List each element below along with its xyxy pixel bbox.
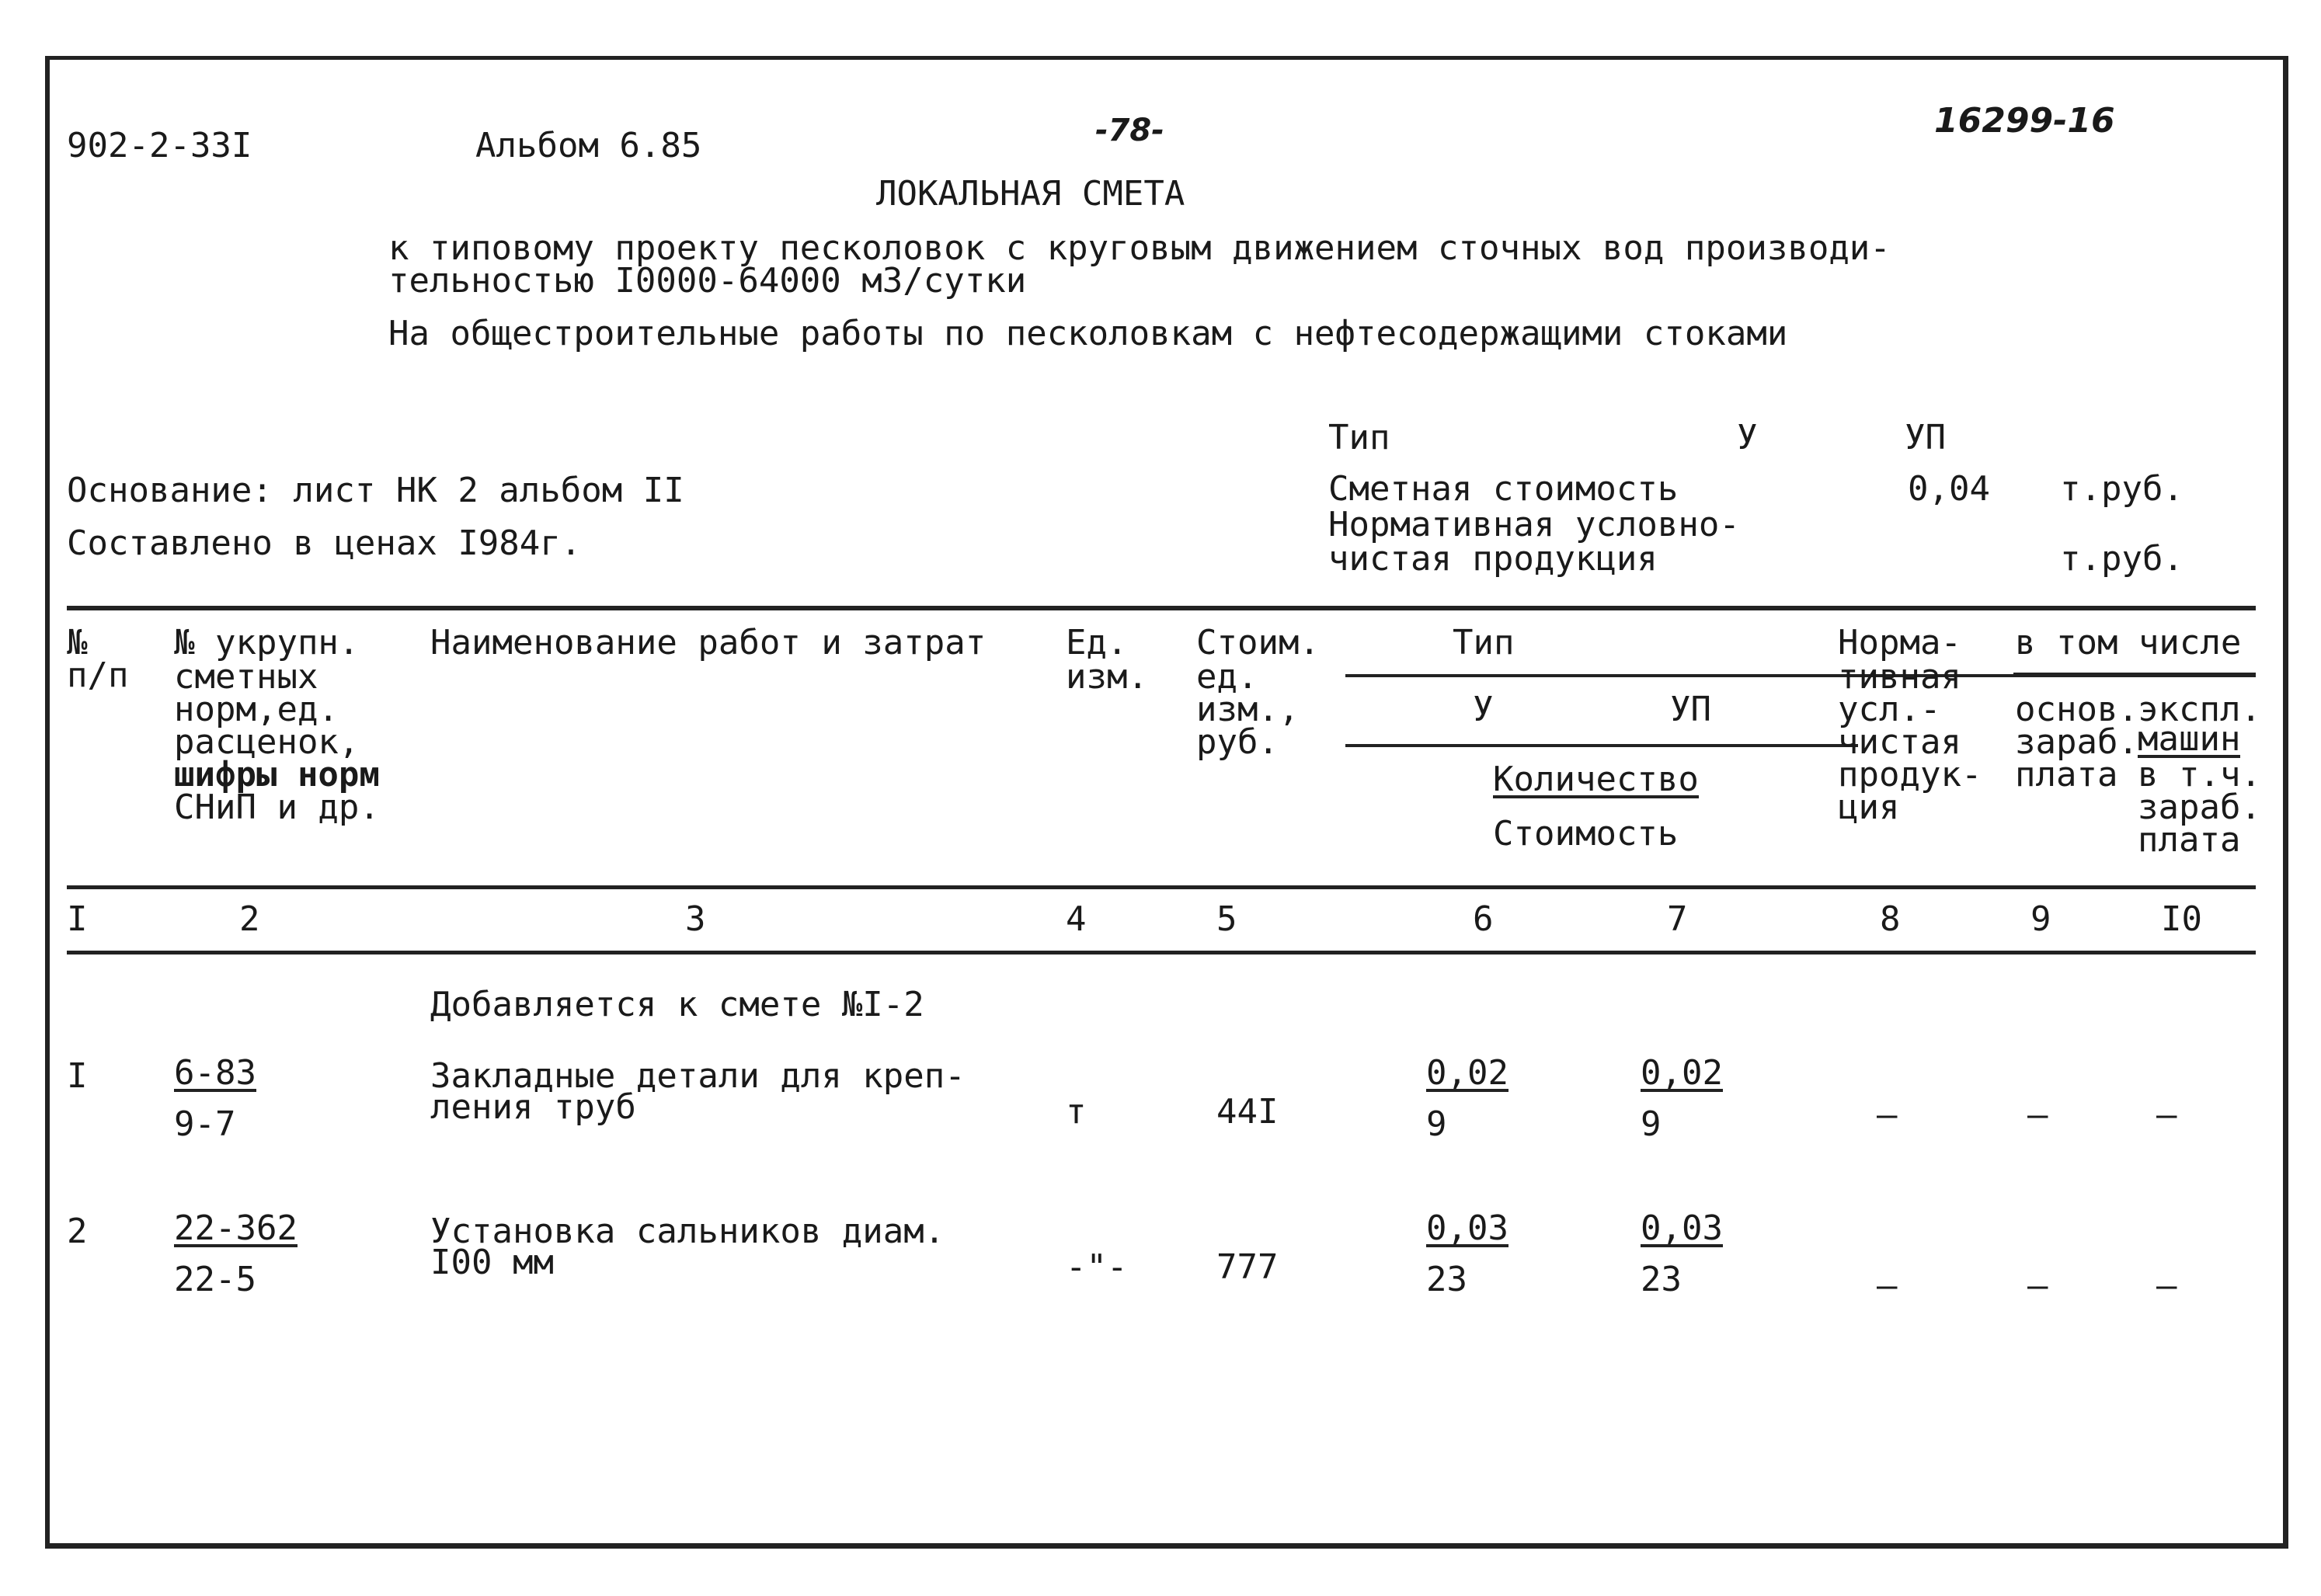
col8-header-1: Норма-: [1838, 623, 1961, 662]
col10-header-3: в т.ч.: [2138, 755, 2261, 795]
subtitle-line-1: к типовому проекту песколовок с круговым движением сточных вод производи-: [388, 228, 1891, 268]
col7-sub-header: УП: [1670, 690, 1711, 729]
summary-cost-value: 0,04: [1908, 469, 1990, 509]
col10-header-2: машин: [2138, 719, 2241, 759]
quantity-header: Количество: [1493, 760, 1699, 799]
up-cost: 23: [1641, 1260, 1682, 1299]
work-name-line-1: Установка сальников диам.: [430, 1212, 945, 1251]
col9-header-1: основ.: [2015, 690, 2138, 729]
prices-line: Составлено в ценах I984г.: [67, 523, 582, 563]
wage-value: –: [2027, 1266, 2048, 1306]
col-number-4: 4: [1066, 899, 1087, 939]
wage-value: –: [2027, 1095, 2048, 1135]
col6-sub-header: У: [1473, 690, 1494, 729]
rate-code-bottom: 22-5: [174, 1260, 256, 1299]
col8-header-2: тивная: [1838, 657, 1961, 697]
unit: т: [1066, 1092, 1087, 1132]
col-number-8: 8: [1880, 899, 1901, 939]
summary-norm-label-1: Нормативная условно-: [1328, 505, 1740, 544]
machine-value: –: [2156, 1266, 2177, 1306]
subtitle-line-2: тельностью I0000-64000 м3/сутки: [388, 261, 1027, 301]
subtitle-line-3: На общестроительные работы по песколовкам с нефтесодержащими стоками: [388, 314, 1788, 353]
type-sub-rule: [1345, 744, 1858, 747]
cost-header: Стоимость: [1493, 814, 1679, 854]
col-number-5: 5: [1216, 899, 1237, 939]
u-quantity: 0,03: [1426, 1208, 1508, 1248]
col3-header: Наименование работ и затрат: [430, 623, 987, 662]
norm-value: –: [1877, 1095, 1898, 1135]
col-number-9: 9: [2030, 899, 2051, 939]
work-name-line-2: I00 мм: [430, 1243, 554, 1282]
u-quantity: 0,02: [1426, 1053, 1508, 1093]
col2-header-5: шифры норм: [174, 755, 380, 795]
archive-number: 16299-16: [1934, 101, 2115, 141]
col8-header-5: продук-: [1838, 755, 1982, 795]
row-number: 2: [67, 1212, 88, 1251]
numbers-bottom-rule: [67, 951, 2256, 954]
up-quantity: 0,03: [1641, 1208, 1723, 1248]
summary-norm-label-2: чистая продукция: [1328, 539, 1658, 579]
up-cost: 9: [1641, 1104, 1662, 1144]
col9-header-3: плата: [2015, 755, 2118, 795]
col-number-6: 6: [1473, 899, 1494, 939]
col8-header-3: усл.-: [1838, 690, 1941, 729]
table-top-rule: [67, 606, 2256, 610]
basis-line: Основание: лист НК 2 альбом II: [67, 471, 684, 510]
header-bottom-rule: [67, 885, 2256, 889]
col10-header-1: экспл.: [2138, 690, 2261, 729]
col5-header-1: Стоим.: [1196, 623, 1320, 662]
col9-header-2: зараб.: [2015, 722, 2138, 762]
incl-header: в том числе: [2015, 623, 2242, 662]
unit: -"-: [1066, 1247, 1128, 1287]
summary-type-up: УП: [1905, 418, 1946, 457]
col2-header-1: № укрупн.: [174, 623, 360, 662]
section-title: Добавляется к смете №I-2: [430, 985, 924, 1024]
col-number-3: 3: [685, 899, 706, 939]
album-label: Альбом 6.85: [475, 126, 702, 165]
summary-cost-unit: т.руб.: [2060, 469, 2184, 509]
col4-header-2: изм.: [1066, 657, 1148, 697]
summary-type-label: Тип: [1328, 418, 1390, 457]
summary-cost-label: Сметная стоимость: [1328, 469, 1679, 509]
col2-header-2: сметных: [174, 657, 318, 697]
type-header: Тип: [1453, 623, 1515, 662]
unit-cost: 777: [1216, 1247, 1279, 1287]
page-number: -78-: [1095, 113, 1164, 148]
u-cost: 9: [1426, 1104, 1447, 1144]
col1-header-1: №: [67, 623, 88, 662]
machine-value: –: [2156, 1095, 2177, 1135]
col10-header-5: плата: [2138, 820, 2241, 860]
rate-code-bottom: 9-7: [174, 1104, 236, 1144]
rate-code-top: 6-83: [174, 1053, 256, 1093]
work-name-line-1: Закладные детали для креп-: [430, 1056, 966, 1096]
unit-cost: 44I: [1216, 1092, 1279, 1132]
col8-header-4: чистая: [1838, 722, 1961, 762]
col5-header-3: изм.,: [1196, 690, 1300, 729]
row-number: I: [67, 1056, 88, 1096]
rate-code-top: 22-362: [174, 1208, 298, 1248]
col-number-1: I: [67, 899, 88, 939]
col2-header-6: СНиП и др.: [174, 788, 380, 827]
page-frame: [45, 56, 2288, 1549]
col4-header-1: Ед.: [1066, 623, 1128, 662]
col-number-10: I0: [2161, 899, 2202, 939]
col-number-7: 7: [1667, 899, 1688, 939]
col2-header-4: расценок,: [174, 722, 360, 762]
col1-header-2: п/п: [67, 655, 129, 695]
u-cost: 23: [1426, 1260, 1467, 1299]
col10-header-4: зараб.: [2138, 788, 2261, 827]
work-name-line-2: ления труб: [430, 1087, 636, 1127]
col-number-2: 2: [239, 899, 260, 939]
summary-type-u: У: [1737, 418, 1758, 457]
document-code: 902-2-33I: [67, 126, 252, 165]
summary-norm-unit: т.руб.: [2060, 539, 2184, 579]
norm-value: –: [1877, 1266, 1898, 1306]
col5-header-4: руб.: [1196, 722, 1279, 762]
up-quantity: 0,02: [1641, 1053, 1723, 1093]
col8-header-6: ция: [1838, 788, 1900, 827]
col5-header-2: ед.: [1196, 657, 1258, 697]
document-title: ЛОКАЛЬНАЯ СМЕТА: [876, 174, 1185, 214]
incl-header-rule: [2013, 673, 2256, 676]
col2-header-3: норм,ед.: [174, 690, 339, 729]
